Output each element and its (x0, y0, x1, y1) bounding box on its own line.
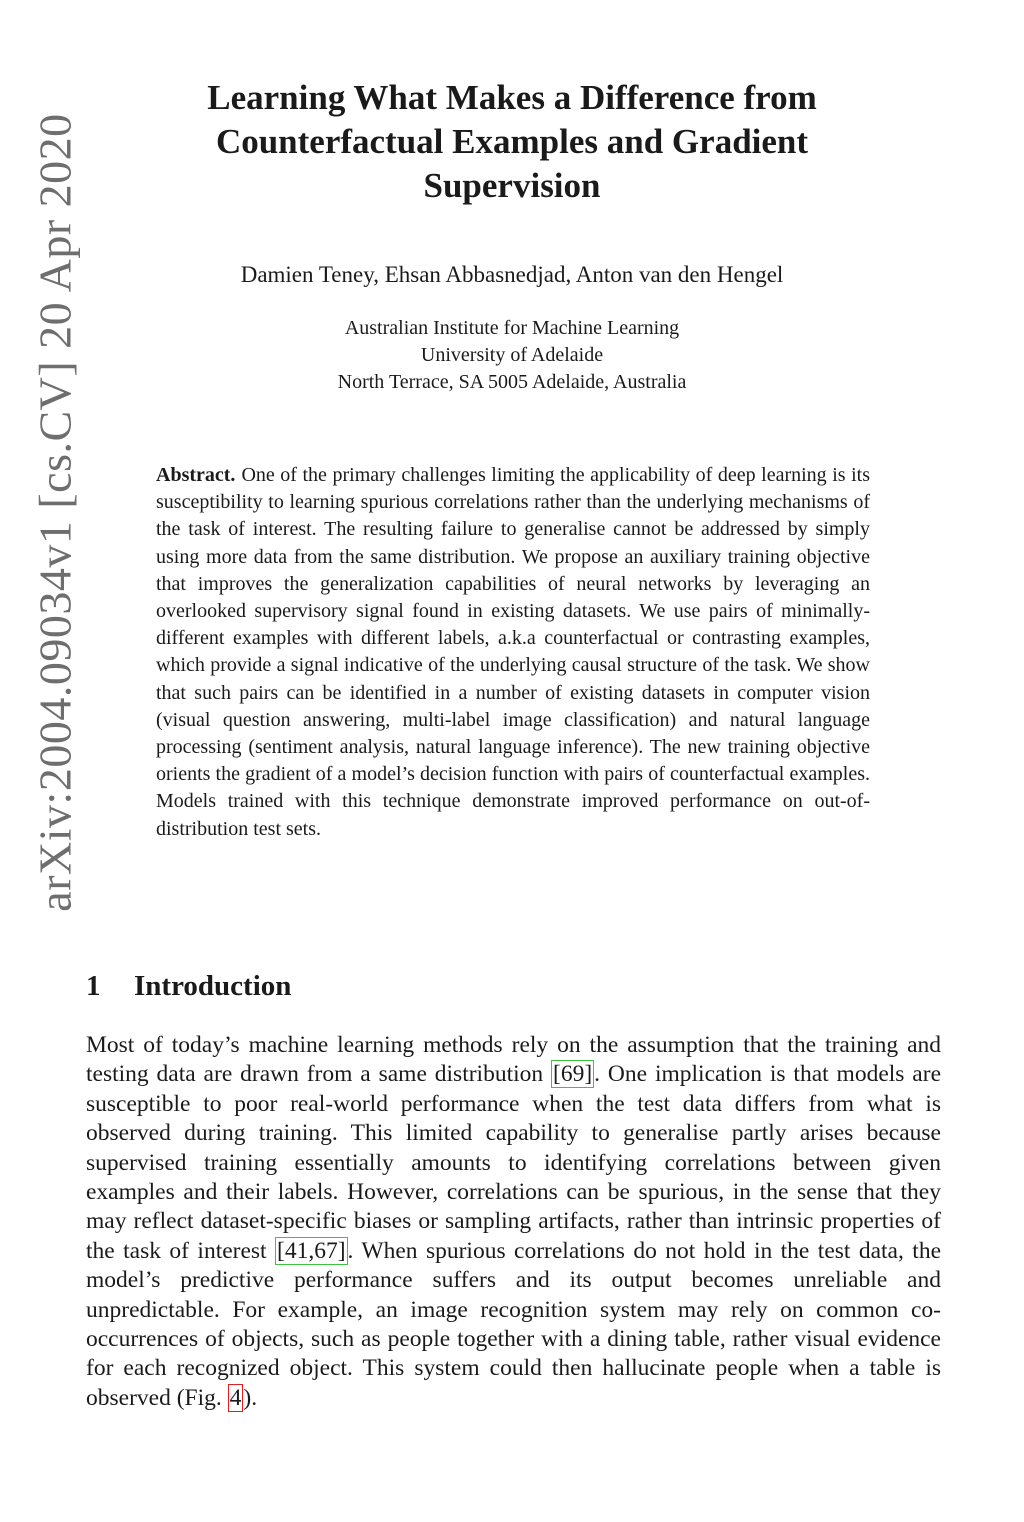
affiliation-block (150, 315, 874, 396)
section-heading-introduction (86, 968, 291, 1004)
affiliation-address: North Terrace, SA 5005 Adelaide, Australia (337, 371, 687, 393)
abstract-label: Abstract. (156, 464, 236, 486)
figure-reference-link[interactable]: 4 (229, 1384, 242, 1411)
citation-link-69[interactable]: [69] (553, 1061, 593, 1088)
intro-text-part-4: ). (243, 1384, 258, 1411)
affiliation-institute: Australian Institute for Machine Learning (344, 317, 680, 339)
section-number: 1 (86, 970, 101, 1002)
affiliation-university: University of Adelaide (420, 344, 604, 366)
abstract-text: One of the primary challenges limiting the applicability of deep learning is its susceptibility to learning spurious correlations rather than the underlying mechanisms of the task of interest. The resulting failure to generalise cannot be addressed by simply using more data from the same distribution. We propose an auxiliary training objective that improves the generalization capabilities of neural networks by leveraging an overlooked supervisory signal found in existing datasets. We use pairs of minimally-different examples with different labels, a.k.a counterfactual or contrasting examples, which provide a signal indicative of the underlying causal structure of the task. We show that such pairs can be identified in a number of existing datasets in computer vision (visual question answering, multi-label image classification) and natural language processing (sentiment analysis, natural language inference). The new training objective orients the gradient of a model’s decision function with pairs of counterfactual examples. Models trained with this technique demonstrate improved performance on out-of-distribution test sets. (156, 464, 870, 840)
intro-text-part-3: . When spurious correlations do not hold in the test data, the model’s predictive performance suffers and its output becomes unreliable and unpredictable. For example, an image recognition system may rely on common co-occurrences of objects, such as people together with a dining table, rather visual evidence for each recognized object. This system could then hallucinate people when a table is observed (Fig. (86, 1237, 941, 1411)
paper-title: Learning What Makes a Difference from Counterfactual Examples and Gradient Supervision (207, 78, 817, 205)
abstract-block (156, 462, 870, 843)
arxiv-identifier-text: arXiv:2004.09034v1 [cs.CV] 20 Apr 2020 (29, 113, 81, 912)
citation-link-41-67[interactable]: [41,67] (277, 1237, 346, 1264)
introduction-paragraph (86, 1031, 941, 1413)
intro-text-part-2: . One implication is that models are susceptible to poor real-world performance when the test data differs from what is observed during training. This limited capability to generalise partly arises because supervised training essentially amounts to identifying correlations between given examples and their labels. However, correlations can be spurious, in the sense that they may reflect dataset-specific biases or sampling artifacts, rather than intrinsic properties of the task of interest (86, 1061, 941, 1264)
arxiv-identifier-stamp (20, 80, 90, 945)
intro-text-part-1: Most of today’s machine learning methods rely on the assumption that the training and testing data are drawn from a same distribution (86, 1032, 941, 1088)
author-list: Damien Teney, Ehsan Abbasnedjad, Anton van den Hengel (240, 262, 784, 287)
section-title: Introduction (134, 970, 292, 1002)
